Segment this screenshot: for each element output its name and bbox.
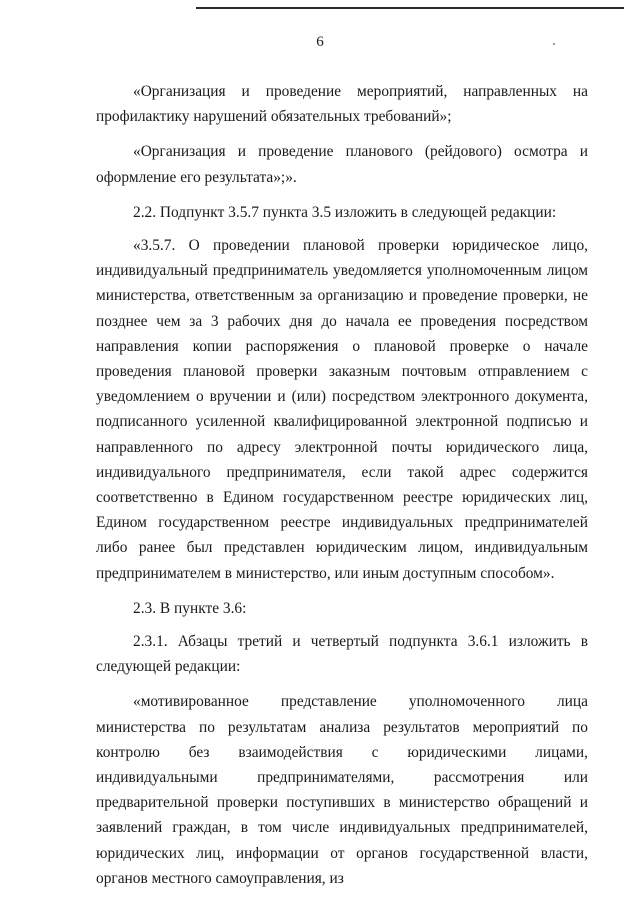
header-rule (196, 7, 624, 9)
page-number: 6 (316, 34, 324, 50)
paragraph-2-2: 2.2. Подпункт 3.5.7 пункта 3.5 изложить в следующей редакции: (133, 203, 557, 221)
paragraph-motivated-submission: «мотивированное представление уполномоченного лица министерства по результатам анализа результатов мероприятий по контролю без взаимодействия с юридическими лицами, индивидуальными предпринимателями, рассмотрения или предварительной проверки поступивших в министерство обращений и заявлений граждан, в том числе индивидуальных предпринимателей, юридических лиц, информации от органов государственной власти, органов местного самоуправления, из (96, 693, 588, 887)
paragraph-prevention-title: «Организация и проведение мероприятий, направленных на профилактику нарушений обязательных требований»; (96, 83, 588, 126)
paragraph-3-5-7: «3.5.7. О проведении плановой проверки юридическое лицо, индивидуальный предприниматель уведомляется уполномоченным лицом министерства, ответственным за организацию и проведение проверки, не позднее чем за 3 рабочих дня до начала ее проведения посредством направления копии распоряжения о плановой проверке о начале проведения плановой проверки заказным почтовым отправлением с уведомлением о вручении и (или) посредством электронного документа, подписанного усиленной квалифицированной электронной подписью и направленного по адресу электронной почты юридического лица, индивидуального предпринимателя, если такой адрес содержится соответственно в Едином государственном реестре юридических лиц, Едином государственном реестре индивидуальных предпринимателей либо ранее был представлен юридическим лицом, индивидуальным предпринимателем в министерство, или иным доступным способом». (96, 237, 588, 582)
paragraph-2-3-1: 2.3.1. Абзацы третий и четвертый подпункта 3.6.1 изложить в следующей редакции: (96, 633, 588, 676)
document-body (96, 79, 588, 901)
scan-speck (553, 43, 555, 45)
paragraph-2-3: 2.3. В пункте 3.6: (133, 599, 247, 617)
paragraph-inspection-title: «Организация и проведение планового (рейдового) осмотра и оформление его результата»;». (96, 143, 588, 186)
